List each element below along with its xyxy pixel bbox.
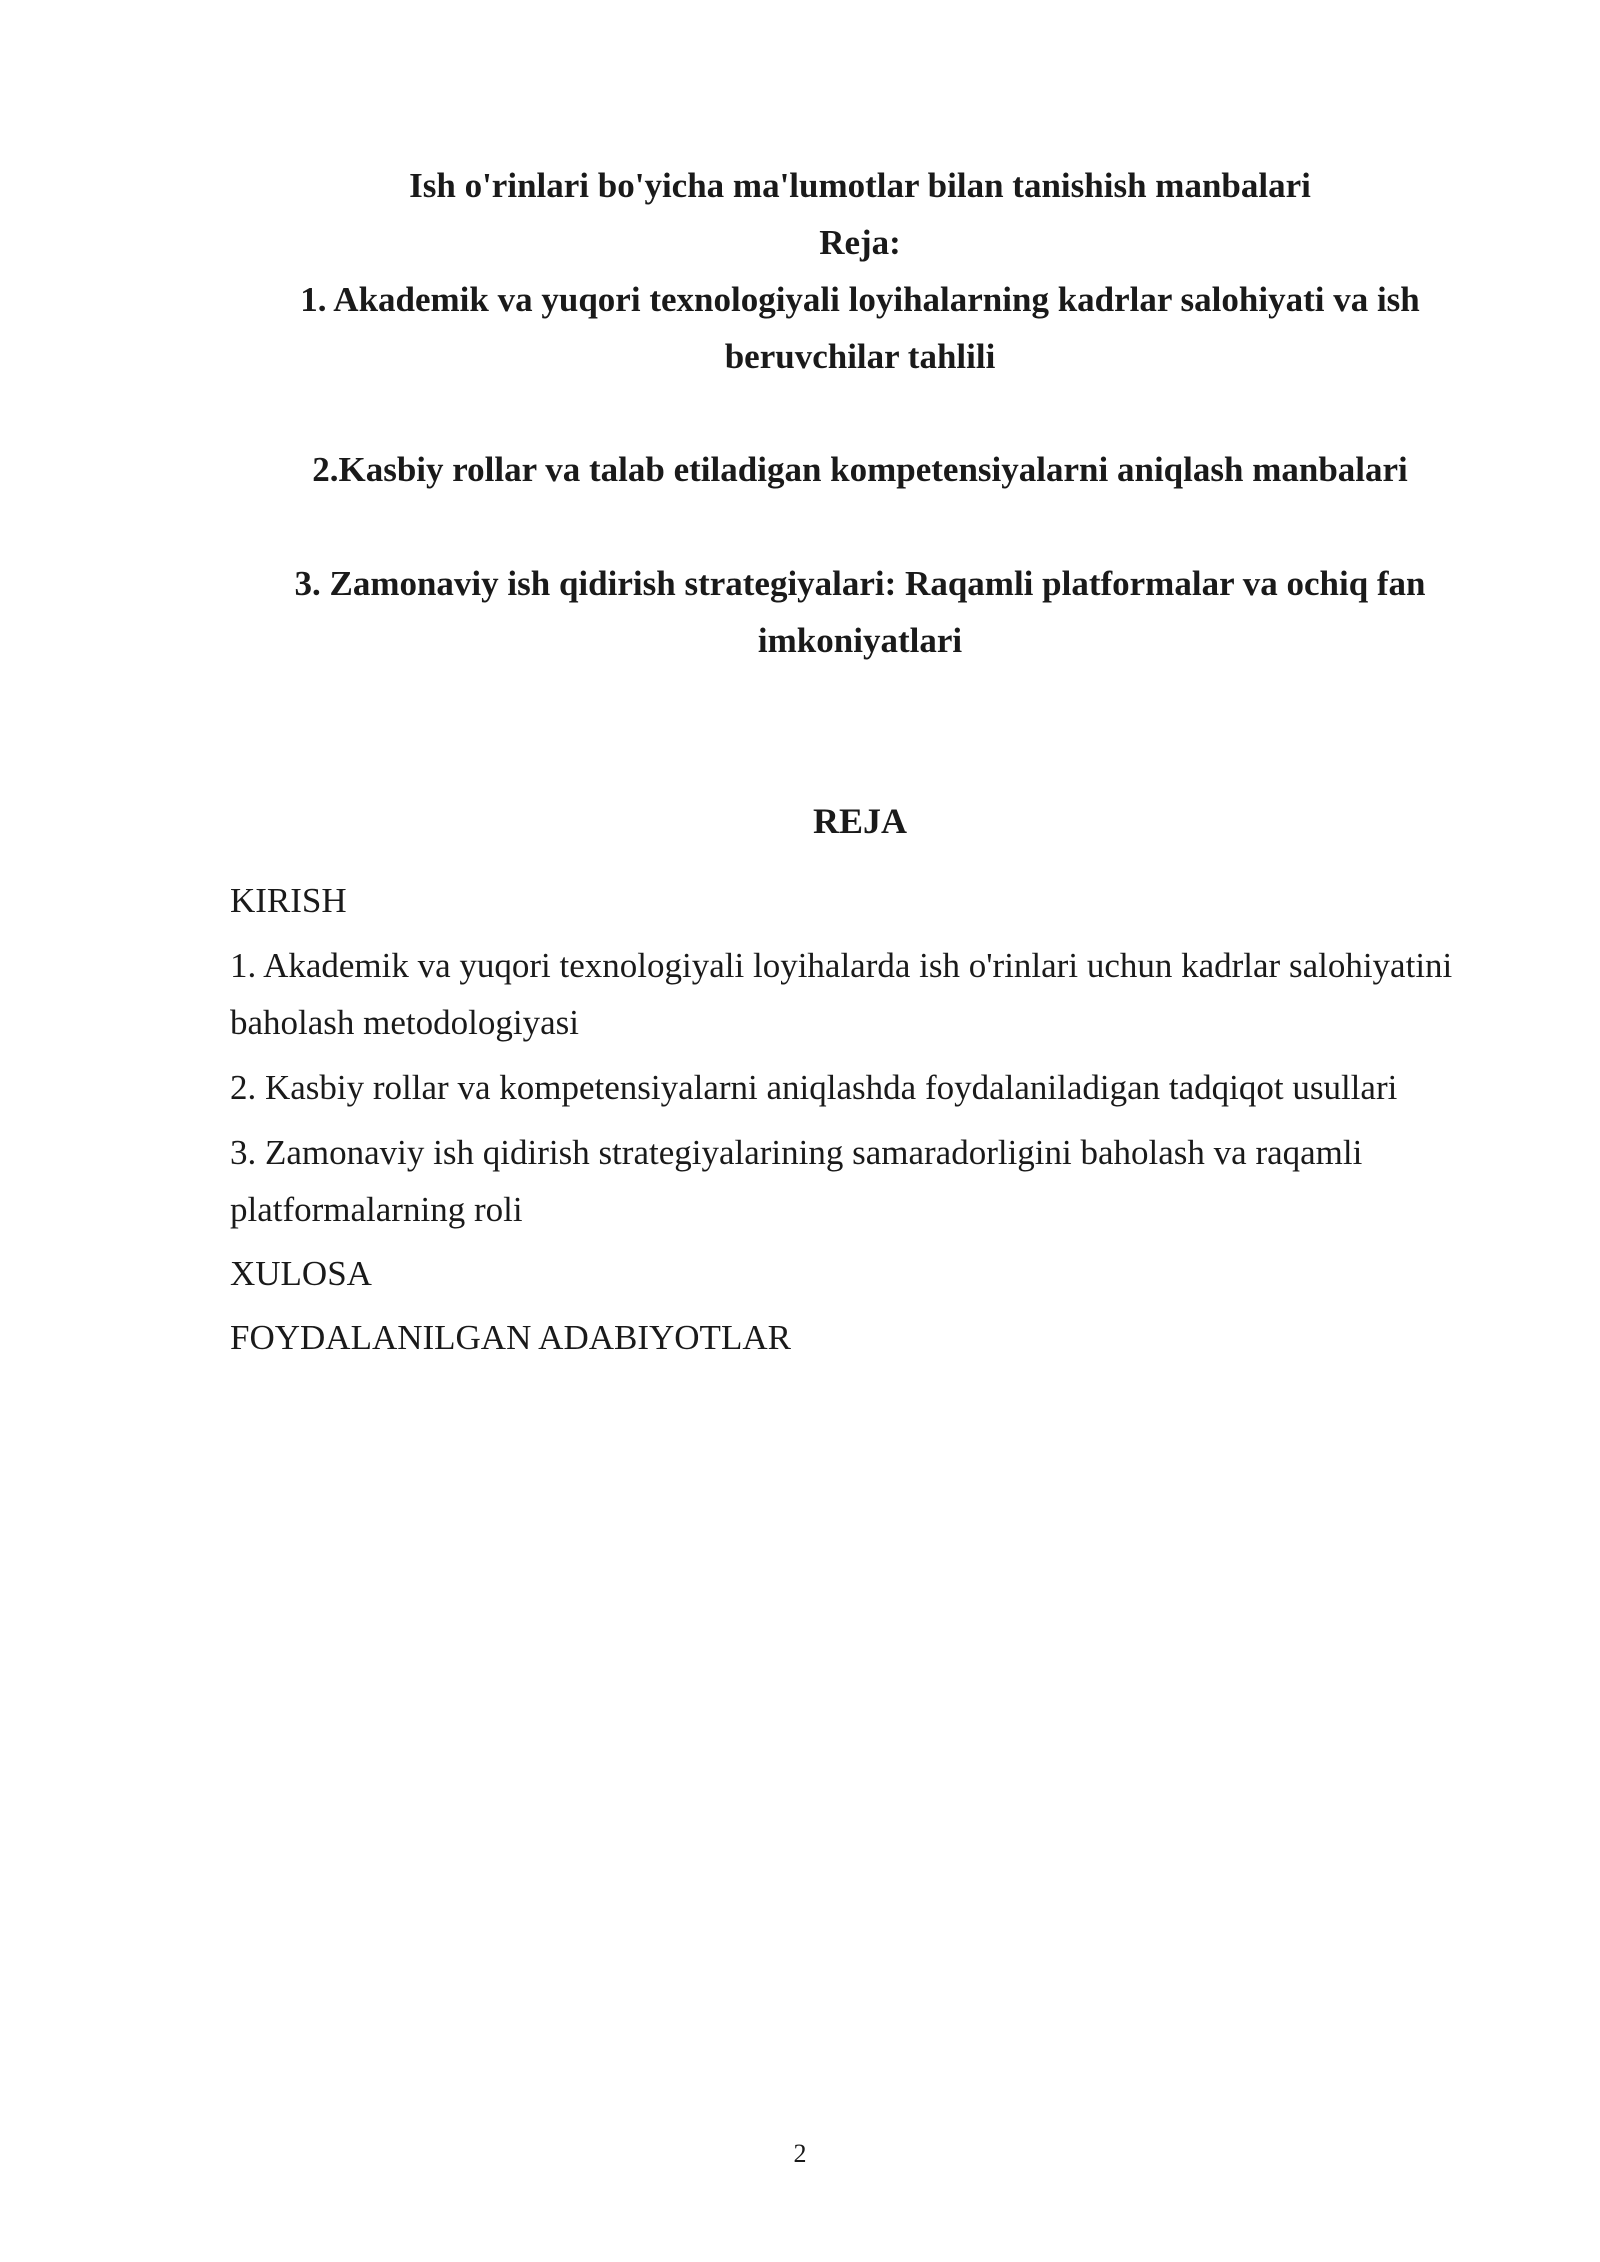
- toc-conclusion: XULOSA: [230, 1254, 372, 1293]
- toc-item-1: 1. Akademik va yuqori texnologiyali loyihalarda ish o'rinlari uchun kadrlar salohiyatini baholash metodologiyasi: [230, 946, 1453, 1042]
- toc-item-2: 2. Kasbiy rollar va kompetensiyalarni aniqlashda foydalaniladigan tadqiqot usullari: [230, 1068, 1398, 1107]
- plan-label: Reja:: [819, 223, 901, 262]
- plan-item-3: 3. Zamonaviy ish qidirish strategiyalari: Raqamli platformalar va ochiq fan imkoniyatlari: [294, 564, 1426, 660]
- plan-item-2: 2.Kasbiy rollar va talab etiladigan kompetensiyalarni aniqlash manbalari: [312, 450, 1408, 489]
- document-title: Ish o'rinlari bo'yicha ma'lumotlar bilan tanishish manbalari: [409, 166, 1311, 205]
- toc-intro: KIRISH: [230, 881, 347, 920]
- toc-heading: REJA: [812, 801, 907, 841]
- plan-item-1: 1. Akademik va yuqori texnologiyali loyihalarning kadrlar salohiyati va ish beruvchilar tahlili: [300, 280, 1420, 376]
- page-number: 2: [793, 2139, 807, 2168]
- toc-references: FOYDALANILGAN ADABIYOTLAR: [230, 1318, 791, 1357]
- toc-item-3: 3. Zamonaviy ish qidirish strategiyalarining samaradorligini baholash va raqamli platformalarning roli: [230, 1133, 1363, 1229]
